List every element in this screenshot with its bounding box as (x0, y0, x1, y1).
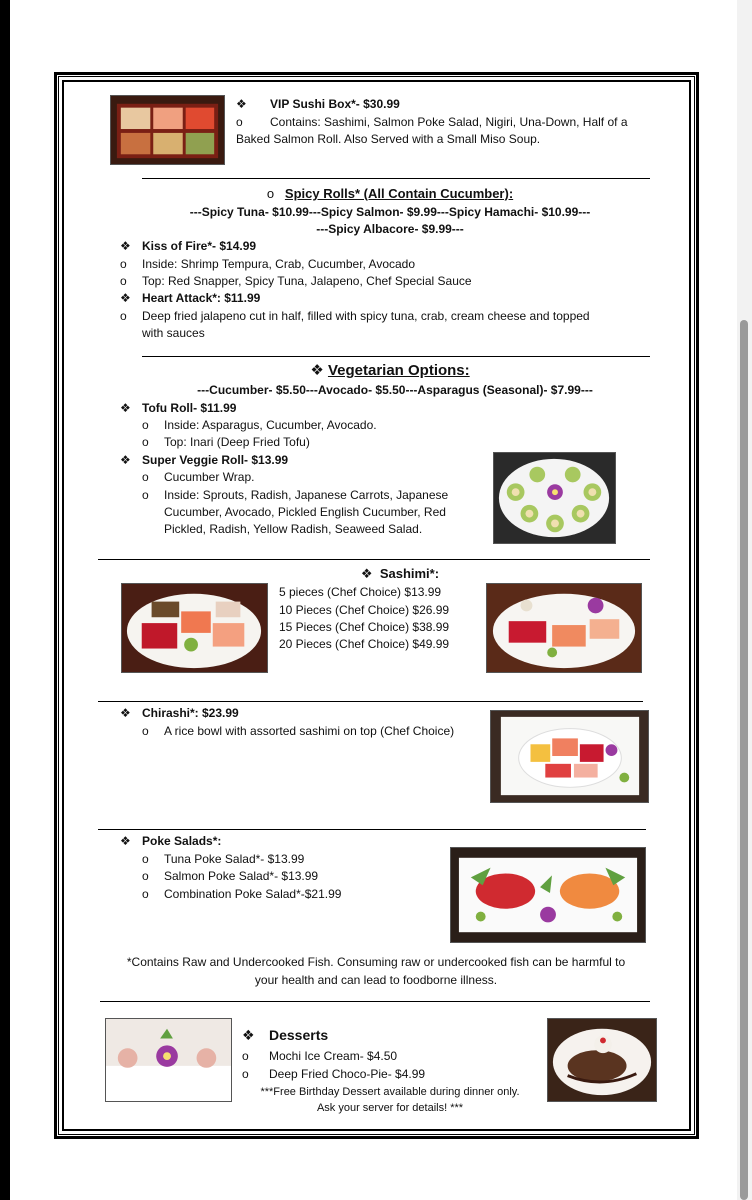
circle-bullet-icon: o (142, 418, 149, 432)
super-wrap: Cucumber Wrap. (164, 470, 255, 484)
circle-bullet-icon: o (236, 115, 243, 129)
birthday-note-2: Ask your server for details! *** (316, 1102, 464, 1114)
super-inside-1: Inside: Sprouts, Radish, Japanese Carrots, Japanese (164, 488, 449, 502)
kiss-title: Kiss of Fire*- $14.99 (142, 239, 257, 253)
birthday-note-1: ***Free Birthday Dessert available during dinner only. (260, 1086, 520, 1098)
circle-bullet-icon: o (142, 852, 149, 866)
vip-desc-1: Contains: Sashimi, Salmon Poke Salad, Nigiri, Una-Down, Half of a (270, 115, 628, 129)
diamond-bullet-icon: ❖ (236, 97, 247, 111)
circle-bullet-icon: o (120, 257, 127, 271)
chirashi-desc-line (142, 723, 454, 740)
poke-title: Poke Salads*: (142, 834, 222, 848)
mochi-photo (105, 1018, 232, 1102)
choco-pie-photo (547, 1018, 657, 1102)
poke-item-1: Tuna Poke Salad*- $13.99 (164, 852, 305, 866)
super-inside-2: Cucumber, Avocado, Pickled English Cucumber, Red (164, 505, 446, 519)
heart-desc-line (120, 308, 590, 325)
chirashi-photo (490, 710, 649, 803)
poke-item-3: Combination Poke Salad*-$21.99 (164, 887, 342, 901)
kiss-title-line (120, 238, 256, 255)
circle-bullet-icon: o (142, 887, 149, 901)
dessert-item-1: Mochi Ice Cream- $4.50 (269, 1049, 398, 1063)
divider (142, 356, 650, 357)
tofu-inside: Inside: Asparagus, Cucumber, Avocado. (164, 418, 377, 432)
sashimi-photo-right (486, 583, 642, 673)
super-inside-3: Pickled, Radish, Yellow Radish, Seaweed Salad. (164, 522, 423, 536)
diamond-bullet-icon: ❖ (120, 401, 131, 415)
diamond-bullet-icon: ❖ (120, 239, 131, 253)
divider (100, 1001, 650, 1002)
tofu-title-line (120, 400, 236, 417)
dessert-item-1-line (242, 1048, 397, 1065)
divider (98, 829, 646, 830)
sashimi-heading-line (300, 565, 500, 582)
vip-title: VIP Sushi Box*- $30.99 (270, 97, 400, 111)
circle-bullet-icon: o (120, 309, 127, 323)
heart-title: Heart Attack*: $11.99 (142, 291, 261, 305)
dessert-item-2-line (242, 1066, 425, 1083)
diamond-bullet-icon: ❖ (120, 834, 131, 848)
kiss-top: Top: Red Snapper, Spicy Tuna, Jalapeno, Chef Special Sauce (142, 274, 472, 288)
vip-title-line (236, 96, 400, 113)
diamond-bullet-icon: ❖ (310, 362, 324, 379)
tofu-title: Tofu Roll- $11.99 (142, 401, 237, 415)
spicy-line-1: ---Spicy Tuna- $10.99---Spicy Salmon- $9.99---Spicy Hamachi- $10.99--- (189, 205, 591, 219)
circle-bullet-icon: o (242, 1049, 249, 1063)
chirashi-title-line (120, 705, 239, 722)
raw-fish-warning-1: *Contains Raw and Undercooked Fish. Consuming raw or undercooked fish can be harmful to (126, 955, 626, 969)
kiss-inside: Inside: Shrimp Tempura, Crab, Cucumber, Avocado (142, 257, 416, 271)
super-veggie-roll-photo (493, 452, 616, 544)
spicy-line-2: ---Spicy Albacore- $9.99--- (316, 222, 464, 236)
super-inside-line (142, 487, 448, 504)
super-title: Super Veggie Roll- $13.99 (142, 453, 289, 467)
poke-item-1-line (142, 851, 304, 868)
tofu-inside-line (142, 417, 377, 434)
heart-desc-1: Deep fried jalapeno cut in half, filled with spicy tuna, crab, cream cheese and topped (142, 309, 590, 323)
veg-heading: Vegetarian Options: (327, 362, 470, 379)
super-wrap-line (142, 469, 254, 486)
raw-fish-warning-2: your health and can lead to foodborne illness. (254, 973, 498, 987)
desserts-heading-line (242, 1026, 328, 1045)
circle-bullet-icon: o (142, 470, 149, 484)
super-title-line (120, 452, 288, 469)
spicy-heading-line (100, 185, 680, 202)
circle-bullet-icon: o (142, 488, 149, 502)
dessert-item-2: Deep Fried Choco-Pie- $4.99 (269, 1067, 426, 1081)
circle-bullet-icon: o (242, 1067, 249, 1081)
circle-bullet-icon: o (120, 274, 127, 288)
sashimi-item-3: 15 Pieces (Chef Choice) $38.99 (279, 620, 450, 634)
sashimi-item-2: 10 Pieces (Chef Choice) $26.99 (279, 603, 450, 617)
circle-bullet-icon: o (142, 724, 149, 738)
circle-bullet-icon: o (142, 869, 149, 883)
poke-item-3-line (142, 886, 341, 903)
circle-bullet-icon: o (266, 186, 275, 201)
kiss-inside-line (120, 256, 415, 273)
vip-desc-2: Baked Salmon Roll. Also Served with a Small Miso Soup. (236, 132, 541, 146)
sashimi-item-1: 5 pieces (Chef Choice) $13.99 (279, 585, 442, 599)
heart-desc-2: with sauces (142, 326, 205, 340)
poke-item-2-line (142, 868, 318, 885)
poke-title-line (120, 833, 221, 850)
vip-desc-line (236, 114, 628, 131)
divider (98, 559, 650, 560)
sashimi-heading: Sashimi*: (379, 566, 440, 581)
vip-sushi-box-photo (110, 95, 225, 165)
poke-item-2: Salmon Poke Salad*- $13.99 (164, 869, 319, 883)
desserts-heading: Desserts (269, 1027, 329, 1043)
scrollbar-thumb[interactable] (740, 320, 748, 1200)
kiss-top-line (120, 273, 472, 290)
heart-title-line (120, 290, 260, 307)
poke-salad-photo (450, 847, 646, 943)
tofu-top: Top: Inari (Deep Fried Tofu) (164, 435, 310, 449)
sashimi-photo-left (121, 583, 268, 673)
circle-bullet-icon: o (142, 435, 149, 449)
spicy-heading: Spicy Rolls* (All Contain Cucumber): (284, 186, 514, 201)
diamond-bullet-icon: ❖ (120, 291, 131, 305)
diamond-bullet-icon: ❖ (120, 453, 131, 467)
diamond-bullet-icon: ❖ (242, 1027, 255, 1043)
scrollbar[interactable] (737, 0, 752, 1200)
veg-heading-line (100, 361, 680, 381)
tofu-top-line (142, 434, 310, 451)
chirashi-desc: A rice bowl with assorted sashimi on top (Chef Choice) (164, 724, 455, 738)
chirashi-title: Chirashi*: $23.99 (142, 706, 239, 720)
diamond-bullet-icon: ❖ (120, 706, 131, 720)
sashimi-item-4: 20 Pieces (Chef Choice) $49.99 (279, 637, 450, 651)
divider (98, 701, 643, 702)
divider (142, 178, 650, 179)
veg-line-1: ---Cucumber- $5.50---Avocado- $5.50---Asparagus (Seasonal)- $7.99--- (197, 383, 593, 397)
diamond-bullet-icon: ❖ (360, 566, 373, 581)
